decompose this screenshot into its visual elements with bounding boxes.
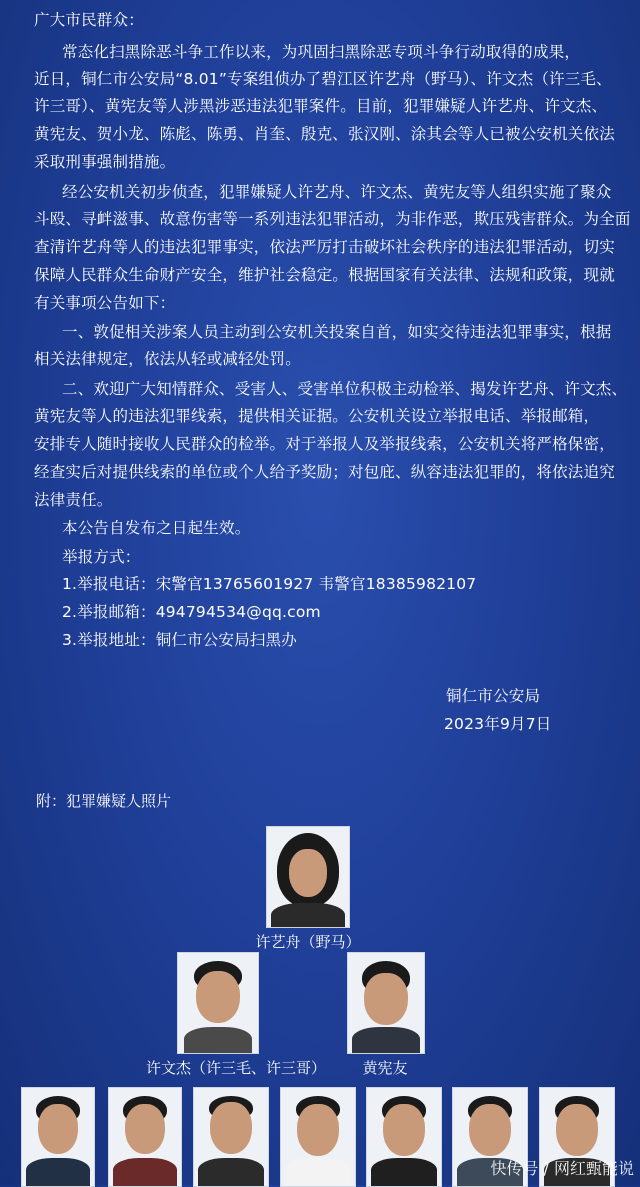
paragraph-line: 采取刑事强制措施。 bbox=[34, 153, 176, 171]
paragraph-line: 保障人民群众生命财产安全，维护社会稳定。根据国家有关法律、法规和政策，现就 bbox=[34, 266, 615, 284]
paragraph-line: 经查实后对提供线索的单位或个人给予奖励；对包庇、纵容违法犯罪的，将依法追究 bbox=[34, 463, 615, 481]
paragraph-line: 二、欢迎广大知情群众、受害人、受害单位积极主动检举、揭发许艺舟、许文杰、 bbox=[62, 380, 628, 398]
watermark: 快传号 / 网红甄能说 bbox=[490, 1159, 634, 1178]
suspect-photo bbox=[193, 1087, 269, 1187]
paragraph-line: 许三哥）、黄宪友等人涉黑涉恶违法犯罪案件。目前，犯罪嫌疑人许艺舟、许文杰、 bbox=[34, 97, 608, 115]
paragraph-line: 一、敦促相关涉案人员主动到公安机关投案自首，如实交待违法犯罪事实，根据 bbox=[62, 323, 612, 341]
paragraph-line: 近日，铜仁市公安局“8.01”专案组侦办了碧江区许艺舟（野马）、许文杰（许三毛、 bbox=[34, 70, 612, 88]
effective-line: 本公告自发布之日起生效。 bbox=[62, 519, 251, 537]
paragraph-line: 黄宪友、贺小龙、陈彪、陈勇、肖奎、殷克、张汉刚、涂其会等人已被公安机关依法 bbox=[34, 125, 615, 143]
suspect-photo bbox=[266, 826, 350, 928]
paragraph-line: 常态化扫黑除恶斗争工作以来，为巩固扫黑除恶专项斗争行动取得的成果， bbox=[62, 43, 581, 61]
report-methods-heading: 举报方式： bbox=[62, 548, 141, 566]
report-email: 2.举报邮箱：494794534@qq.com bbox=[62, 603, 321, 621]
paragraph-line: 有关事项公告如下： bbox=[34, 294, 176, 312]
suspect-photo bbox=[366, 1087, 442, 1187]
greeting: 广大市民群众： bbox=[34, 11, 144, 29]
issuer: 铜仁市公安局 bbox=[446, 687, 541, 705]
paragraph-line: 相关法律规定，依法从轻或减轻处罚。 bbox=[34, 350, 301, 368]
paragraph-line: 斗殴、寻衅滋事、故意伤害等一系列违法犯罪活动，为非作恶，欺压残害群众。为全面 bbox=[34, 210, 631, 228]
paragraph-line: 黄宪友等人的违法犯罪线索，提供相关证据。公安机关设立举报电话、举报邮箱， bbox=[34, 407, 600, 425]
suspect-photo bbox=[108, 1087, 182, 1187]
suspect-caption: 黄宪友 bbox=[362, 1059, 408, 1077]
suspect-photo bbox=[177, 952, 259, 1054]
suspect-caption: 许文杰（许三毛、许三哥） bbox=[146, 1059, 327, 1077]
suspect-photo bbox=[21, 1087, 95, 1187]
issue-date: 2023年9月7日 bbox=[444, 715, 552, 733]
paragraph-line: 经公安机关初步侦查，犯罪嫌疑人许艺舟、许文杰、黄宪友等人组织实施了聚众 bbox=[62, 183, 612, 201]
suspect-caption: 许艺舟（野马） bbox=[255, 933, 361, 951]
photos-label: 附：犯罪嫌疑人照片 bbox=[36, 792, 172, 810]
report-address: 3.举报地址：铜仁市公安局扫黑办 bbox=[62, 631, 297, 649]
paragraph-line: 法律责任。 bbox=[34, 491, 113, 509]
suspect-photo bbox=[280, 1087, 356, 1187]
paragraph-line: 查清许艺舟等人的违法犯罪事实，依法严厉打击破坏社会秩序的违法犯罪活动，切实 bbox=[34, 238, 615, 256]
report-phone: 1.举报电话：宋警官13765601927 韦警官18385982107 bbox=[62, 575, 477, 593]
paragraph-line: 安排专人随时接收人民群众的检举。对于举报人及举报线索，公安机关将严格保密， bbox=[34, 435, 615, 453]
suspect-photo bbox=[347, 952, 425, 1054]
